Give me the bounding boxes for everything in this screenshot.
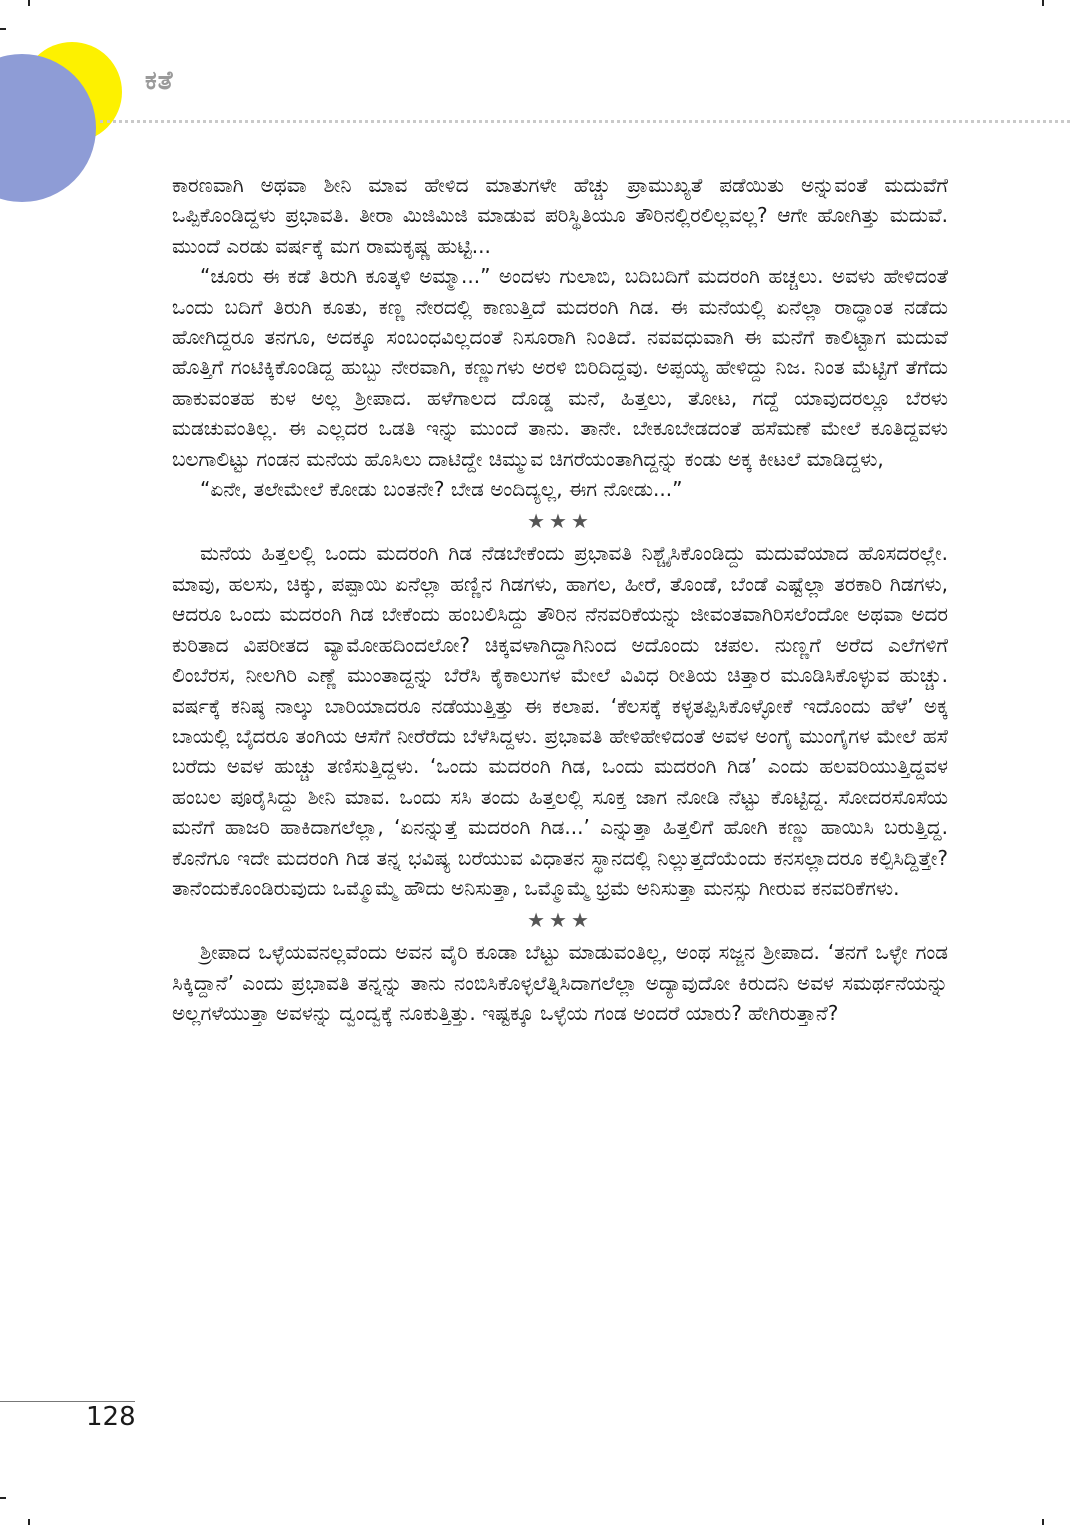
header-dotted-divider — [100, 120, 1070, 123]
paragraph-3: “ಏನೇ, ತಲೇಮೇಲೆ ಕೋಡು ಬಂತನೇ? ಬೇಡ ಅಂದಿದ್ಯಲ್ಲ, ಈಗ ನೋಡು...” — [200, 477, 683, 502]
paragraph-4: ಮನೆಯ ಹಿತ್ತಲಲ್ಲಿ ಒಂದು ಮದರಂಗಿ ಗಿಡ ನೆಡಬೇಕೆಂದು ಪ್ರಭಾವತಿ ನಿಶ್ಚೈಸಿಕೊಂಡಿದ್ದು ಮದುವೆಯಾದ ಹೊಸದರಲ್ಲೇ. ಮಾವು, ಹಲಸು, ಚಿಕ್ಕು, ಪಪ್ಪಾಯಿ ಏನೆಲ್ಲಾ ಹಣ್ಣಿನ ಗಿಡಗಳು, ಹಾಗಲ, ಹೀರೆ, ತೊಂಡೆ, ಬೆಂಡೆ ಎಷ್ಟೆಲ್ಲಾ ತರಕಾರಿ ಗಿಡಗಳು, ಆದರೂ ಒಂದು ಮದರಂಗಿ ಗಿಡ ಬೇಕೆಂದು ಹಂಬಲಿಸಿದ್ದು ತೌರಿನ ನೆನವರಿಕೆಯನ್ನು ಜೀವಂತವಾಗಿರಿಸಲೆಂದೋ ಅಥವಾ ಅದರ ಕುರಿತಾದ ವಿಪರೀತದ ವ್ಯಾಮೋಹದಿಂದಲೋ? ಚಿಕ್ಕವಳಾಗಿದ್ದಾಗಿನಿಂದ ಅದೊಂದು ಚಪಲ. ನುಣ್ಣಗೆ ಅರೆದ ಎಲೆಗಳಿಗೆ ಲಿಂಬೆರಸ, ನೀಲಗಿರಿ ಎಣ್ಣೆ ಮುಂತಾದ್ದನ್ನು ಬೆರೆಸಿ ಕೈಕಾಲುಗಳ ಮೇಲೆ ವಿವಿಧ ರೀತಿಯ ಚಿತ್ತಾರ ಮೂಡಿಸಿಕೊಳ್ಳುವ ಹುಚ್ಚು. ವರ್ಷಕ್ಕೆ ಕನಿಷ್ಠ ನಾಲ್ಕು ಬಾರಿಯಾದರೂ ನಡೆಯುತ್ತಿತ್ತು ಈ ಕಲಾಪ. ‘ಕೆಲಸಕ್ಕೆ ಕಳ್ಳತಪ್ಪಿಸಿಕೊಳ್ಳೋಕೆ ಇದೊಂದು ಹೆಳೆ’ ಅಕ್ಕ ಬಾಯಲ್ಲಿ ಬೈದರೂ ತಂಗಿಯ ಆಸೆಗೆ ನೀರೆರೆದು ಬೆಳೆಸಿದ್ದಳು. ಪ್ರಭಾವತಿ ಹೇಳಿಹೇಳಿದಂತೆ ಅವಳ ಅಂಗೈ ಮುಂಗೈಗಳ ಮೇಲೆ ಹಸೆ ಬರೆದು ಅವಳ ಹುಚ್ಚು ತಣಿಸುತ್ತಿದ್ದಳು. ‘ಒಂದು ಮದರಂಗಿ ಗಿಡ, ಒಂದು ಮದರಂಗಿ ಗಿಡ’ ಎಂದು ಹಲವರಿಯುತ್ತಿದ್ದವಳ ಹಂಬಲ ಪೂರೈಸಿದ್ದು ಶೀನಿ ಮಾವ. ಒಂದು ಸಸಿ ತಂದು ಹಿತ್ತಲಲ್ಲಿ ಸೂಕ್ತ ಜಾಗ ನೋಡಿ ನೆಟ್ಟು ಕೊಟ್ಟಿದ್ದ. ಸೋದರಸೊಸೆಯ ಮನೆಗೆ ಹಾಜರಿ ಹಾಕಿದಾಗಲೆಲ್ಲಾ, ‘ಏನನ್ನುತ್ತೆ ಮದರಂಗಿ ಗಿಡ...’ ಎನ್ನುತ್ತಾ ಹಿತ್ತಲಿಗೆ ಹೋಗಿ ಕಣ್ಣು ಹಾಯಿಸಿ ಬರುತ್ತಿದ್ದ. ಕೊನೆಗೂ ಇದೇ ಮದರಂಗಿ ಗಿಡ ತನ್ನ ಭವಿಷ್ಯ ಬರೆಯುವ ವಿಧಾತನ ಸ್ಥಾನದಲ್ಲಿ ನಿಲ್ಲುತ್ತದೆಯೆಂದು ಕನಸಲ್ಲಾದರೂ ಕಲ್ಪಿಸಿದ್ದಿತ್ತೇ? ತಾನೆಂದುಕೊಂಡಿರುವುದು ಒಮ್ಮೊಮ್ಮೆ ಹೌದು ಅನಿಸುತ್ತಾ, ಒಮ್ಮೊಮ್ಮೆ ಭ್ರಮೆ ಅನಿಸುತ್ತಾ ಮನಸ್ಸು ಗೀರುವ ಕನವರಿಕೆಗಳು. — [172, 541, 948, 900]
paragraph-5: ಶ್ರೀಪಾದ ಒಳ್ಳೆಯವನಲ್ಲವೆಂದು ಅವನ ವೈರಿ ಕೂಡಾ ಬೆಟ್ಟು ಮಾಡುವಂತಿಲ್ಲ, ಅಂಥ ಸಜ್ಜನ ಶ್ರೀಪಾದ. ‘ತನಗೆ ಒಳ್ಳೇ ಗಂಡ ಸಿಕ್ಕಿದ್ದಾನೆ’ ಎಂದು ಪ್ರಭಾವತಿ ತನ್ನನ್ನು ತಾನು ನಂಬಿಸಿಕೊಳ್ಳಲೆತ್ನಿಸಿದಾಗಲೆಲ್ಲಾ ಅದ್ಯಾವುದೋ ಕಿರುದನಿ ಅವಳ ಸಮರ್ಥನೆಯನ್ನು ಅಲ್ಲಗಳೆಯುತ್ತಾ ಅವಳನ್ನು ದ್ವಂದ್ವಕ್ಕೆ ನೂಕುತ್ತಿತ್ತು. ಇಷ್ಟಕ್ಕೂ ಒಳ್ಳೆಯ ಗಂಡ ಅಂದರೆ ಯಾರು? ಹೇಗಿರುತ್ತಾನೆ? — [172, 940, 948, 1026]
crop-mark-bottom-right — [1042, 1519, 1044, 1525]
paragraph-2: “ಚೂರು ಈ ಕಡೆ ತಿರುಗಿ ಕೂತ್ಕಳಿ ಅಮ್ಮಾ...” ಅಂದಳು ಗುಲಾಬಿ, ಬದಿಬದಿಗೆ ಮದರಂಗಿ ಹಚ್ಚಲು. ಅವಳು ಹೇಳಿದಂತೆ ಒಂದು ಬದಿಗೆ ತಿರುಗಿ ಕೂತು, ಕಣ್ಣ ನೇರದಲ್ಲಿ ಕಾಣುತ್ತಿದೆ ಮದರಂಗಿ ಗಿಡ. ಈ ಮನೆಯಲ್ಲಿ ಏನೆಲ್ಲಾ ರಾದ್ಧಾಂತ ನಡೆದು ಹೋಗಿದ್ದರೂ ತನಗೂ, ಅದಕ್ಕೂ ಸಂಬಂಧವಿಲ್ಲದಂತೆ ನಿಸೂರಾಗಿ ನಿಂತಿದೆ. ನವವಧುವಾಗಿ ಈ ಮನೆಗೆ ಕಾಲಿಟ್ಟಾಗ ಮದುವೆ ಹೊತ್ತಿಗೆ ಗಂಟಿಕ್ಕಿಕೊಂಡಿದ್ದ ಹುಬ್ಬು ನೇರವಾಗಿ, ಕಣ್ಣುಗಳು ಅರಳಿ ಬಿರಿದಿದ್ದವು. ಅಪ್ಪಯ್ಯ ಹೇಳಿದ್ದು ನಿಜ. ನಿಂತ ಮೆಟ್ಟಿಗೆ ತೆಗೆದು ಹಾಕುವಂತಹ ಕುಳ ಅಲ್ಲ ಶ್ರೀಪಾದ. ಹಳೆಗಾಲದ ದೊಡ್ಡ ಮನೆ, ಹಿತ್ತಲು, ತೋಟ, ಗದ್ದೆ ಯಾವುದರಲ್ಲೂ ಬೆರಳು ಮಡಚುವಂತಿಲ್ಲ. ಈ ಎಲ್ಲದರ ಒಡತಿ ಇನ್ನು ಮುಂದೆ ತಾನು. ತಾನೇ. ಬೇಕೂಬೇಡದಂತೆ ಹಸೆಮಣೆ ಮೇಲೆ ಕೂತಿದ್ದವಳು ಬಲಗಾಲಿಟ್ಟು ಗಂಡನ ಮನೆಯ ಹೊಸಿಲು ದಾಟಿದ್ದೇ ಚಿಮ್ಮುವ ಚಿಗರೆಯಂತಾಗಿದ್ದನ್ನು ಕಂಡು ಅಕ್ಕ ಕೀಟಲೆ ಮಾಡಿದ್ದಳು, — [172, 264, 948, 471]
section-separator-2: ★★★ — [527, 908, 593, 933]
decorative-circles — [0, 0, 140, 220]
section-title: ಕತೆ — [145, 66, 174, 96]
paragraph-1: ಕಾರಣವಾಗಿ ಅಥವಾ ಶೀನಿ ಮಾವ ಹೇಳಿದ ಮಾತುಗಳೇ ಹೆಚ್ಚು ಪ್ರಾಮುಖ್ಯತೆ ಪಡೆಯಿತು ಅನ್ನುವಂತೆ ಮದುವೆಗೆ ಒಪ್ಪಿಕೊಂಡಿದ್ದಳು ಪ್ರಭಾವತಿ. ತೀರಾ ಮಿಜಿಮಿಜಿ ಮಾಡುವ ಪರಿಸ್ಥಿತಿಯೂ ತೌರಿನಲ್ಲಿರಲಿಲ್ಲವಲ್ಲ? ಆಗೇ ಹೋಗಿತ್ತು ಮದುವೆ. ಮುಂದೆ ಎರಡು ವರ್ಷಕ್ಕೆ ಮಗ ರಾಮಕೃಷ್ಣ ಹುಟ್ಟಿ... — [172, 173, 948, 258]
crop-mark-bottom-left-side — [0, 1497, 6, 1499]
crop-mark-top-right — [1042, 0, 1044, 6]
section-separator-1: ★★★ — [527, 509, 593, 534]
article-body — [172, 170, 948, 1029]
page-number: 128 — [86, 1402, 136, 1432]
crop-mark-bottom-left — [28, 1519, 30, 1525]
